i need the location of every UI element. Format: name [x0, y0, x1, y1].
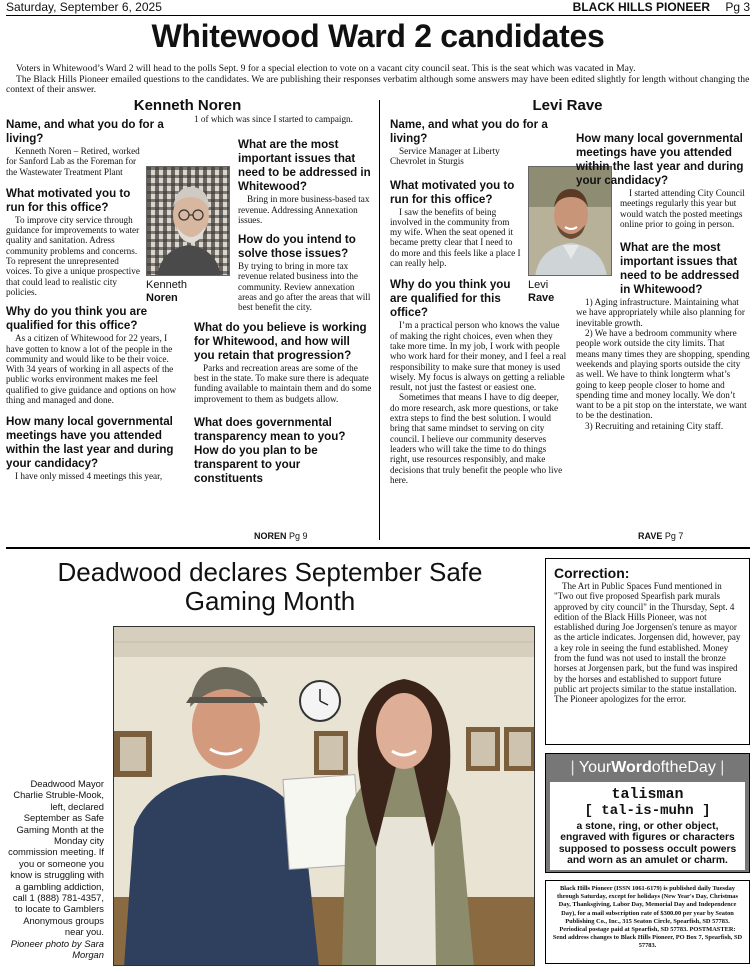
candidate-name-rave: Levi Rave — [532, 97, 603, 114]
answer: Parks and recreation areas are some of the best in the state. To make sure there is adequate funding available to maintain them and do some improvement to them as budgets allow. — [194, 362, 372, 404]
intro-paragraph: Voters in Whitewood’s Ward 2 will head to the polls Sept. 9 for a special election to vote on a vacant city council seat. This is the seat which was vacated in May. — [16, 63, 636, 74]
wotd-pronunciation: [ tal-is-muhn ] — [584, 803, 711, 819]
wotd-of-the-day: oftheDay — [651, 759, 716, 776]
rave-column-2 — [576, 128, 750, 431]
caption-text: Deadwood Mayor Charlie Struble-Mook, left, declared September as Safe Gaming Month at the Monday city commission meeting. If you or someone you know is struggling with a gambling addiction, call 1 (888) 781-4357, to locate to Gamblers Anonymous groups near you. — [8, 778, 104, 938]
answer-continued: 1 of which was since I started to campaign. — [194, 114, 353, 124]
caption-first-name: Levi — [528, 279, 549, 291]
deadwood-photo — [113, 626, 535, 966]
question: What motivated you to run for this office? — [390, 178, 515, 206]
question: Why do you think you are qualified for this office? — [390, 278, 511, 320]
story-headline: Whitewood Ward 2 candidates — [151, 18, 605, 54]
answer: By trying to bring in more tax revenue related business into the community. Review annexation areas and go after the areas that will best benefit the city. — [238, 261, 371, 313]
question: What do you believe is working for Whitewood, and how will you retain that progression? — [194, 320, 367, 362]
question: What are the most important issues that need to be addressed in Whitewood? — [620, 241, 740, 297]
newspaper-name: BLACK HILLS PIONEER — [572, 0, 710, 14]
column-divider — [379, 100, 380, 540]
jump-name: RAVE — [638, 531, 663, 541]
question: How many local governmental meetings have you attended within the last year and during your candidacy? — [6, 415, 174, 471]
jump-page: Pg 9 — [289, 531, 308, 541]
answer: I have only missed 4 meetings this year, — [15, 471, 163, 482]
answer: 2) We have a bedroom community where people work outside the city limits. That means many times they are shopping, spending weekends and playing sports outside the city as well. We have to think longterm what’s going to keep people closer to home and spending time and money locally. We don’t want to be a pit stop on the interstate, we want to be the destination. — [576, 328, 750, 421]
question: How many local governmental meetings have you attended within the last year and during your candidacy? — [576, 132, 744, 187]
deadwood-headline: Deadwood declares September Safe Gaming Month — [57, 557, 483, 616]
answer: To improve city service through guidance for improvements to water quality and sanitation. Adress community problems and concerns. To represent the unrepresented voices. To give a unique prospective that could lead to realistic city policies. — [6, 214, 140, 297]
question: Name, and what you do for a living? — [390, 118, 548, 145]
page-number: Pg 3 — [725, 0, 750, 14]
rave-jump-line[interactable] — [638, 531, 683, 541]
caption-last-name: Rave — [528, 292, 555, 304]
wotd-your: Your — [578, 759, 612, 776]
correction-text: The Art in Public Spaces Fund mentioned in "Two out five proposed Spearfish park murals approved by city council" in the Thursday, Sept. 4 edition of the Black Hills Pioneer, was not established during Joe Jorgensen's tenure as mayor as the article indicates. Jorgensen did, however, pay a key role in seeing the fund established. Money from the fund was not used to install the bronze horses at Jorgensen park, but the fund was inspired by the horses and established to support future public art projects similar to the statue installation. The Pioneer apologizes for the error. — [554, 581, 741, 705]
caption-first-name: Kenneth — [146, 279, 187, 291]
section-divider — [6, 547, 750, 549]
issue-date: Saturday, September 6, 2025 — [6, 0, 162, 14]
answer: Service Manager at Liberty Chevrolet in Sturgis — [390, 146, 500, 167]
wotd-term: talisman — [611, 786, 684, 803]
publication-statement: Black Hills Pioneer (ISSN 1061-6179) is published daily Tuesday through Saturday, except for holidays (New Year's Day, Christmas Day, Thanksgiving, Labor Day, Memorial Day and Independence Day), for a mail subscription rate of $300.00 per year by Seaton Publishing Co., Inc., 315 Seaton Circle, Spearfish, SD 57783. Periodical postage paid at Spearfish, SD 57783. POSTMASTER: Send address changes to Black Hills Pioneer, PO Box 7, Spearfish, SD 57783. — [545, 880, 750, 964]
question-part — [576, 132, 750, 188]
answer: Sometimes that means I have to dig deeper, do more research, ask more questions, or take extra steps to find the best solution. I would bring that same mindset to serving on city council. I believe our community deserves leaders who will take the time to do things right, use resources responsibly, and make decisions that truly benefit the people who live here. — [390, 392, 563, 485]
answer: 1) Aging infrastructure. Maintaining what we have appropriately while also planning for inevitable growth. — [576, 297, 745, 328]
question: Name, and what you do for a living? — [6, 118, 164, 145]
candidate-name-noren: Kenneth Noren — [133, 97, 242, 114]
answer: I started attending City Council meetings regularly this year but would watch the posted meetings online prior to going in person. — [620, 188, 745, 229]
correction-title: Correction: — [554, 565, 630, 581]
intro-paragraph: The Black Hills Pioneer emailed questions to the candidates. We are publishing their responses verbatim although some answers may have been edited slightly for length without changing the context of their answer. — [6, 73, 750, 96]
question: Why do you think you are qualified for this office? — [6, 305, 148, 333]
photo-credit: Pioneer photo by Sara Morgan — [10, 937, 104, 961]
jump-name: NOREN — [254, 531, 287, 541]
question: What are the most important issues that need to be addressed in Whitewood? — [238, 138, 371, 194]
wotd-content — [550, 782, 745, 870]
answer: 3) Recruiting and retaining City staff. — [585, 420, 724, 431]
caption-last-name: Noren — [146, 292, 178, 304]
jump-page: Pg 7 — [664, 531, 684, 541]
question: What motivated you to run for this office? — [6, 186, 131, 214]
noren-jump-line[interactable] — [254, 531, 308, 541]
wotd-banner: | YourWordoftheDay | — [570, 759, 725, 776]
question: How do you intend to solve those issues? — [238, 233, 356, 261]
noren-column-2 — [194, 114, 372, 486]
question: What does governmental transparency mean to you? How do you plan to be transparent to your constituents — [194, 415, 346, 485]
answer: Bring in more business-based tax revenue. Addressing Annexation issues. — [238, 194, 370, 225]
answer: Kenneth Noren – Retired, worked for Sanford Lab as the Foreman for the Wastewater Treatment Plant — [6, 146, 140, 177]
correction-box — [545, 558, 750, 745]
answer: As a citizen of Whitewood for 22 years, I have gotten to know a lot of the people in the community and would like to be their voice. With 34 years of working in all aspects of the public works environment makes me feel qualified to give guidance and options on how thing and managed and done. — [6, 333, 177, 406]
wotd-definition: a stone, ring, or other object, engraved with figures or characters supposed to possess occult powers and worn as an amulet or charm. — [558, 821, 737, 866]
answer: I’m a practical person who knows the value of making the right choices, even when they take more time. In my job, I work with people who work hard for their money, and I feel a real responsibility to make sure that money is used wisely. My focus is always on getting a reliable result, not just the fastest or easiest one. — [390, 320, 567, 393]
answer: I saw the benefits of being involved in the community from my wife. When the seat opened it became pretty clear that I need to do more and this feels like a place I can really help. — [390, 206, 521, 269]
wotd-word-label: Word — [611, 759, 652, 776]
page-header — [6, 0, 750, 16]
story-intro — [6, 64, 750, 96]
word-of-the-day — [545, 753, 750, 873]
photo-caption — [4, 778, 104, 961]
